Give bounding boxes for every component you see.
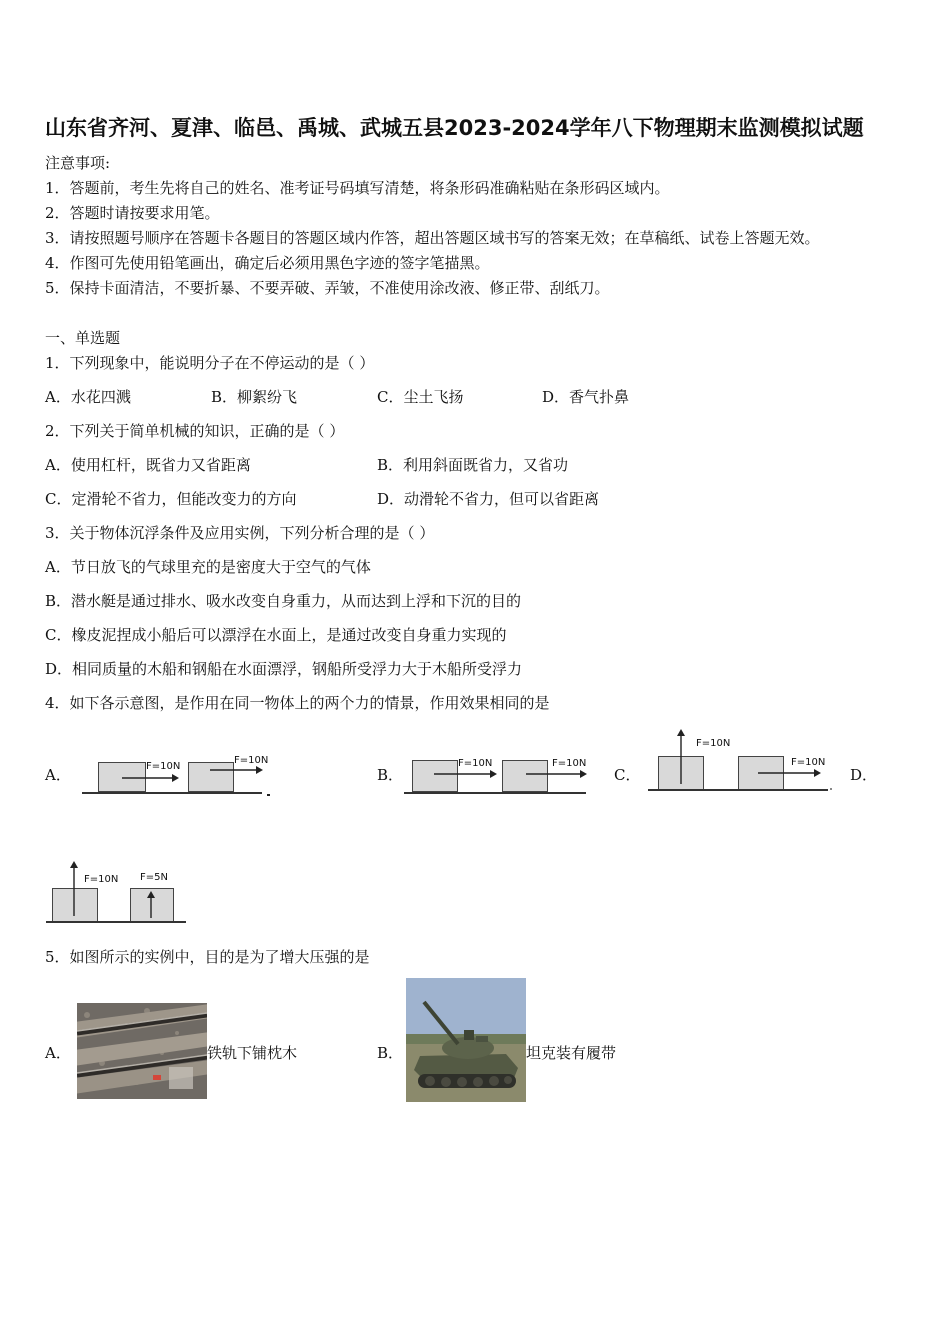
q5-label-a: A． xyxy=(45,1044,71,1062)
q1-option-c: C．尘土飞扬 xyxy=(377,388,464,406)
q5-text-a: 铁轨下铺枕木 xyxy=(207,1044,298,1062)
q1-option-a: A．水花四溅 xyxy=(45,388,131,406)
notice-item: 1．答题前，考生先将自己的姓名、准考证号码填写清楚，将条形码准确粘贴在条形码区域内。 xyxy=(45,179,670,197)
q2-option-a: A．使用杠杆，既省力又省距离 xyxy=(45,456,251,474)
q1-option-b: B．柳絮纷飞 xyxy=(211,388,298,406)
force-label: F=10N xyxy=(696,738,731,749)
notice-heading: 注意事项: xyxy=(45,154,111,172)
q4-diagram-d xyxy=(44,856,194,926)
page-title: 山东省齐河、夏津、临邑、禹城、武城五县2023-2024学年八下物理期末监测模拟试题 xyxy=(45,116,864,140)
force-label: F=10N xyxy=(458,758,493,769)
q4-label-b: B． xyxy=(377,766,404,784)
q4-diagram-a xyxy=(80,752,280,802)
q4-label-a: A． xyxy=(45,766,71,784)
tank-image xyxy=(406,978,526,1102)
q3-option-b: B．潜水艇是通过排水、吸水改变自身重力，从而达到上浮和下沉的目的 xyxy=(45,592,522,610)
force-label: F=10N xyxy=(552,758,587,769)
notice-item: 4．作图可先使用铅笔画出，确定后必须用黑色字迹的签字笔描黑。 xyxy=(45,254,490,272)
q4-label-c: C． xyxy=(614,766,641,784)
q2-stem: 2．下列关于简单机械的知识，正确的是（ ） xyxy=(45,422,345,440)
railway-sleeper-photo xyxy=(77,1003,207,1099)
q4-stem: 4．如下各示意图，是作用在同一物体上的两个力的情景，作用效果相同的是 xyxy=(45,694,550,712)
railway-sleeper-image xyxy=(77,1003,207,1099)
force-label: F=10N xyxy=(146,761,181,772)
q3-option-a: A．节日放飞的气球里充的是密度大于空气的气体 xyxy=(45,558,371,576)
tank-photo xyxy=(406,978,526,1102)
q2-option-d: D．动滑轮不省力，但可以省距离 xyxy=(377,490,600,508)
force-label: F=5N xyxy=(140,872,168,883)
q3-stem: 3．关于物体沉浮条件及应用实例，下列分析合理的是（ ） xyxy=(45,524,435,542)
q3-option-c: C．橡皮泥捏成小船后可以漂浮在水面上，是通过改变自身重力实现的 xyxy=(45,626,507,644)
notice-item: 2．答题时请按要求用笔。 xyxy=(45,204,220,222)
q3-option-d: D．相同质量的木船和钢船在水面漂浮，钢船所受浮力大于木船所受浮力 xyxy=(45,660,523,678)
q2-option-c: C．定滑轮不省力，但能改变力的方向 xyxy=(45,490,297,508)
section-heading: 一、单选题 xyxy=(45,329,121,347)
force-label: F=10N xyxy=(234,755,269,766)
q1-stem: 1．下列现象中，能说明分子在不停运动的是（ ） xyxy=(45,354,375,372)
q5-text-b: 坦克装有履带 xyxy=(526,1044,617,1062)
force-arrows xyxy=(44,856,194,926)
q1-option-d: D．香气扑鼻 xyxy=(542,388,630,406)
force-label: F=10N xyxy=(84,874,119,885)
q4-diagram-c xyxy=(646,726,836,796)
notice-item: 3．请按照题号顺序在答题卡各题目的答题区域内作答，超出答题区域书写的答案无效；在草稿纸、试卷上答题无效。 xyxy=(45,229,820,247)
q2-option-b: B．利用斜面既省力，又省功 xyxy=(377,456,569,474)
q4-label-d: D． xyxy=(850,766,878,784)
q5-label-b: B． xyxy=(377,1044,404,1062)
force-label: F=10N xyxy=(791,757,826,768)
notice-item: 5．保持卡面清洁，不要折暴、不要弄破、弄皱，不准使用涂改液、修正带、刮纸刀。 xyxy=(45,279,610,297)
q5-stem: 5．如图所示的实例中，目的是为了增大压强的是 xyxy=(45,948,370,966)
q4-diagram-b xyxy=(402,752,602,802)
